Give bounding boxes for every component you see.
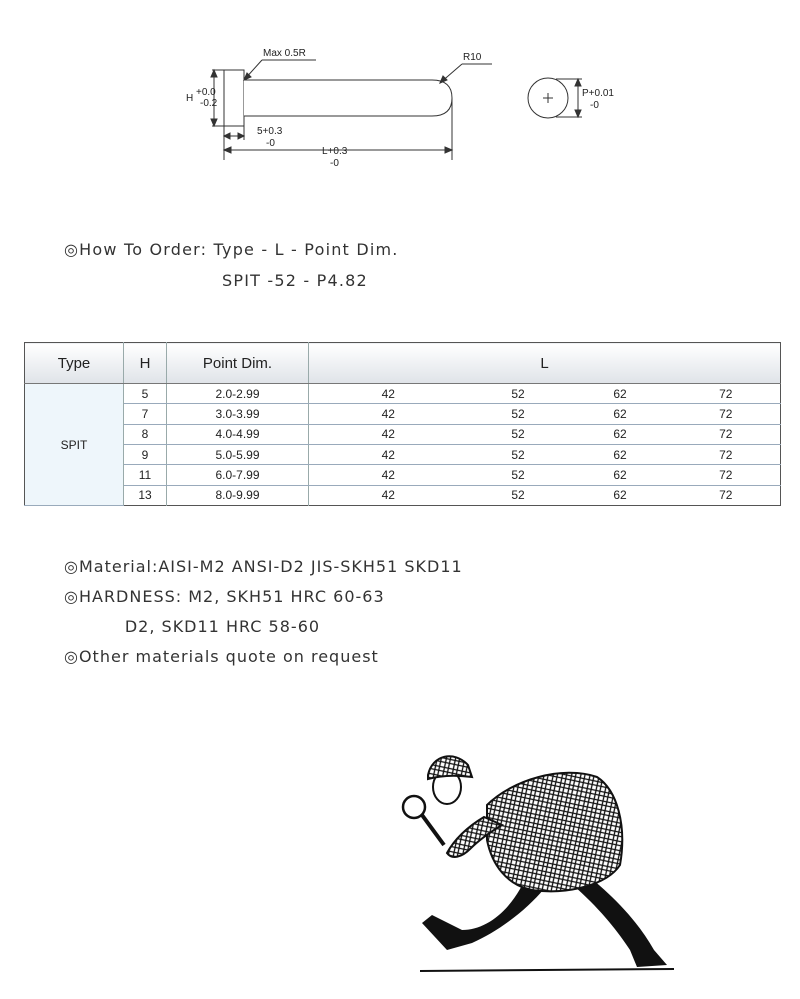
- other-materials-line: ◎Other materials quote on request: [64, 647, 379, 666]
- l-cell: 72: [719, 488, 733, 503]
- h-tol-lower: -0.2: [200, 98, 218, 109]
- header-point-dim: Point Dim.: [167, 343, 309, 384]
- header-l: L: [309, 343, 781, 384]
- point-dim-cell: 3.0-3.99: [167, 404, 309, 424]
- length-label: L+0.3: [322, 146, 348, 157]
- point-dim-cell: 8.0-9.99: [167, 485, 309, 505]
- head-length-lower: -0: [266, 138, 275, 149]
- h-cell: 8: [124, 424, 167, 444]
- l-cell: 52: [468, 465, 569, 485]
- length-lower: -0: [330, 158, 339, 169]
- pin-head: [224, 70, 244, 126]
- radius-label: R10: [463, 52, 482, 63]
- l-cell: 62: [569, 444, 672, 464]
- l-cell: 72: [672, 465, 781, 485]
- material-notes: [64, 556, 463, 676]
- l-cell: 52: [468, 444, 569, 464]
- pin-shank: [244, 80, 452, 116]
- h-cell: 13: [124, 485, 167, 505]
- l-cell: 42: [309, 444, 468, 464]
- hardness-line-1: ◎HARDNESS: M2, SKH51 HRC 60-63: [64, 587, 385, 606]
- l-cell: 62: [569, 404, 672, 424]
- point-lower: -0: [590, 100, 599, 111]
- l-cell: 52: [468, 424, 569, 444]
- l-cell: 42: [309, 465, 468, 485]
- l-cell: 72: [672, 424, 781, 444]
- point-dim-cell: 4.0-4.99: [167, 424, 309, 444]
- l-cell: 52: [468, 384, 569, 404]
- table-row: [25, 465, 781, 485]
- max-radius-label: Max 0.5R: [263, 48, 306, 59]
- l-cell: 42: [381, 488, 395, 503]
- point-dim-cell: 6.0-7.99: [167, 465, 309, 485]
- order-example-line: SPIT -52 - P4.82: [222, 271, 368, 290]
- l-cell: 42: [309, 384, 468, 404]
- table-row: [25, 444, 781, 464]
- l-cell: 72: [672, 404, 781, 424]
- h-cell: 7: [124, 404, 167, 424]
- l-cell: 52: [468, 404, 569, 424]
- material-line: ◎Material:AISI-M2 ANSI-D2 JIS-SKH51 SKD11: [64, 557, 463, 576]
- header-type: Type: [25, 343, 124, 384]
- detective-illustration: [392, 745, 682, 980]
- l-cell: 62: [569, 424, 672, 444]
- l-cell: 52: [511, 488, 525, 503]
- type-cell: SPIT: [25, 384, 124, 506]
- table-row: [25, 404, 781, 424]
- hardness-line-2: D2, SKD11 HRC 58-60: [64, 617, 321, 636]
- h-cell: 11: [124, 465, 167, 485]
- l-cell: 62: [569, 465, 672, 485]
- part-drawing: [0, 0, 800, 200]
- h-cell: 5: [124, 384, 167, 404]
- l-cell: 62: [569, 384, 672, 404]
- point-label: P+0.01: [582, 88, 614, 99]
- h-tol-upper: +0.0: [196, 87, 216, 98]
- table-row: [25, 485, 781, 505]
- table-row: [25, 384, 781, 404]
- table-row: [25, 424, 781, 444]
- l-cell: 72: [672, 444, 781, 464]
- h-label: H: [186, 93, 194, 104]
- point-dim-cell: 5.0-5.99: [167, 444, 309, 464]
- head-length-label: 5+0.3: [257, 126, 283, 137]
- spec-table: [24, 342, 781, 506]
- l-cell: 62: [613, 488, 627, 503]
- l-cell: 42: [309, 404, 468, 424]
- how-to-order-line: ◎How To Order: Type - L - Point Dim.: [64, 240, 399, 259]
- h-cell: 9: [124, 444, 167, 464]
- point-dim-cell: 2.0-2.99: [167, 384, 309, 404]
- header-h: H: [124, 343, 167, 384]
- l-cell: 72: [672, 384, 781, 404]
- l-cell: 42: [309, 424, 468, 444]
